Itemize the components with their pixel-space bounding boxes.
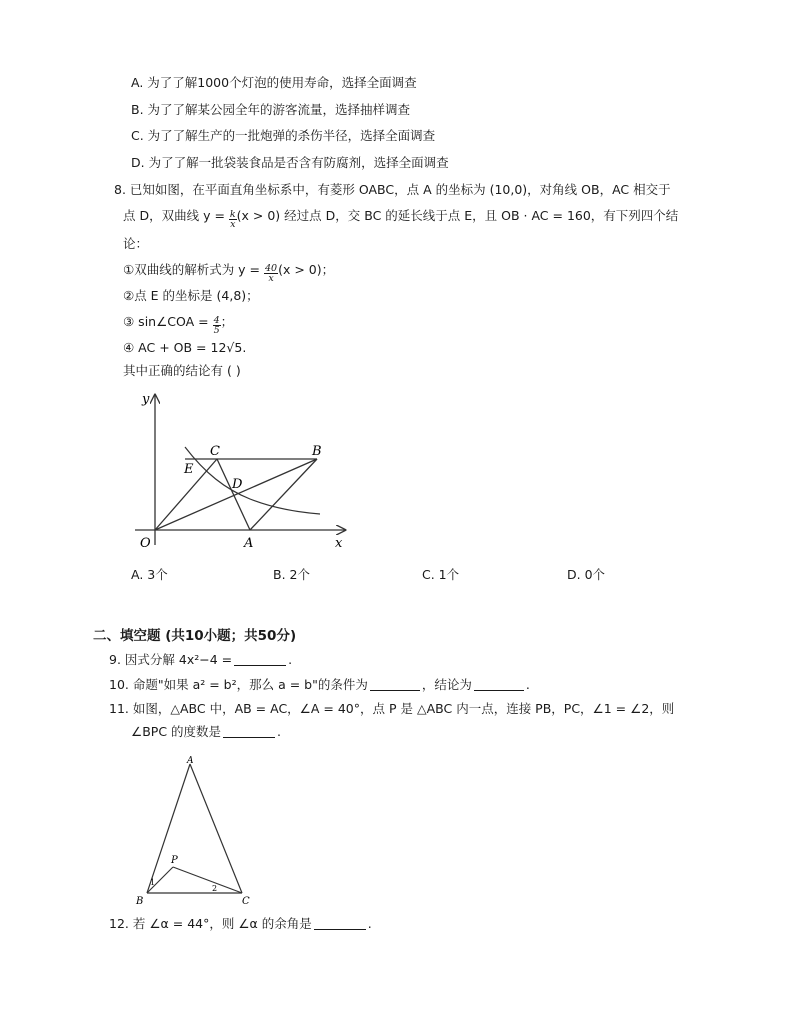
diagonal-ob: [155, 459, 317, 530]
q10-conclusion-blank: [474, 678, 524, 691]
q8-stem-line2: [123, 207, 678, 229]
q8-choice-a: A. 3个: [131, 567, 168, 582]
q10: 10. 命题"如果 a² = b²，那么 a = b"的条件为 ，结论为 .: [109, 677, 530, 692]
q10-text-a: 10. 命题"如果 a² = b²，那么 a = b"的条件为: [109, 677, 368, 692]
q8-statement-4: ④ AC + OB = 12√5.: [123, 340, 247, 355]
q7-option-b: B. 为了了解某公园全年的游客流量，选择抽样调查: [131, 102, 411, 117]
q8-stem-line2-b: (x > 0) 经过点 D，交 BC 的延长线于点 E，且 OB · AC = 160，有下列四个结: [236, 208, 679, 223]
label-c: C: [210, 444, 220, 459]
label-p: P: [171, 855, 178, 866]
q12-answer-blank: [314, 917, 366, 930]
section-2-title: 二、填空题 (共10小题；共50分): [93, 628, 297, 644]
q12: 12. 若 ∠α = 44°，则 ∠α 的余角是 .: [109, 916, 372, 931]
q11-answer-blank: [223, 725, 275, 738]
q8-choice-d: D. 0个: [567, 567, 606, 582]
segment-pc: [173, 867, 242, 893]
label-a: A: [244, 536, 254, 550]
label-o: O: [140, 536, 151, 550]
label-e: E: [184, 462, 194, 477]
label-b: B: [312, 444, 322, 459]
q9-text: 9. 因式分解 4x²−4 =: [109, 652, 233, 667]
q8-stem-line2-a: 点 D，双曲线 y =: [123, 208, 229, 223]
q8-prompt: 其中正确的结论有 ( ): [123, 363, 241, 378]
label-x: x: [335, 536, 343, 550]
label-y: y: [142, 392, 150, 407]
q8-fraction-4-over-5: $\frac{4}{5}$: [213, 315, 220, 336]
q12-text: 12. 若 ∠α = 44°，则 ∠α 的余角是: [109, 916, 312, 931]
q10-text-b: ，结论为: [421, 677, 472, 692]
diagonal-ac: [217, 459, 250, 530]
label-angle-1: 1: [150, 878, 156, 887]
label-b: B: [136, 896, 144, 907]
hyperbola-curve: [185, 447, 320, 514]
q11-triangle-figure: [130, 752, 260, 912]
label-d: D: [232, 477, 243, 492]
q9: 9. 因式分解 4x²−4 = .: [109, 652, 293, 667]
side-ab: [147, 764, 190, 893]
label-a: A: [187, 756, 194, 766]
q8-rhombus-figure: [130, 385, 360, 550]
q8-statement-2: ②点 E 的坐标是 (4,8)；: [123, 288, 259, 303]
q8-fraction-k-over-x: $\frac{k}{x}$: [229, 209, 236, 230]
side-ab: [250, 459, 317, 530]
q7-option-c: C. 为了了解生产的一批炮弹的杀伤半径，选择全面调查: [131, 128, 436, 143]
q11-line1: 11. 如图，△ABC 中，AB = AC，∠A = 40°，点 P 是 △ABC 内一点，连接 PB，PC，∠1 = ∠2，则: [109, 701, 675, 716]
q9-answer-blank: [234, 653, 286, 666]
q8-choice-b: B. 2个: [273, 567, 310, 582]
q8-choice-c: C. 1个: [422, 567, 460, 582]
q8-stem-line3: 论：: [123, 236, 149, 251]
q8-fraction-40-over-x: $\frac{40}{x}$: [265, 263, 278, 284]
q7-option-a: A. 为了了解1000个灯泡的使用寿命，选择全面调查: [131, 75, 417, 90]
q10-condition-blank: [370, 678, 420, 691]
q11-line2: ∠BPC 的度数是 .: [131, 724, 282, 739]
q8-statement-1: ①双曲线的解析式为 y = $\frac{40}{x}$ (x > 0)；: [123, 262, 335, 284]
label-angle-2: 2: [212, 884, 218, 893]
q8-stem-line1: 8. 已知如图，在平面直角坐标系中，有菱形 OABC，点 A 的坐标为 (10,0)，对角线 OB，AC 相交于: [114, 182, 671, 197]
label-c: C: [242, 896, 250, 907]
q8-statement-3: ③ sin∠COA = $\frac{4}{5}$ ；: [123, 314, 234, 336]
q7-option-d: D. 为了了解一批袋装食品是否含有防腐剂，选择全面调查: [131, 155, 449, 170]
side-ac: [190, 764, 242, 893]
